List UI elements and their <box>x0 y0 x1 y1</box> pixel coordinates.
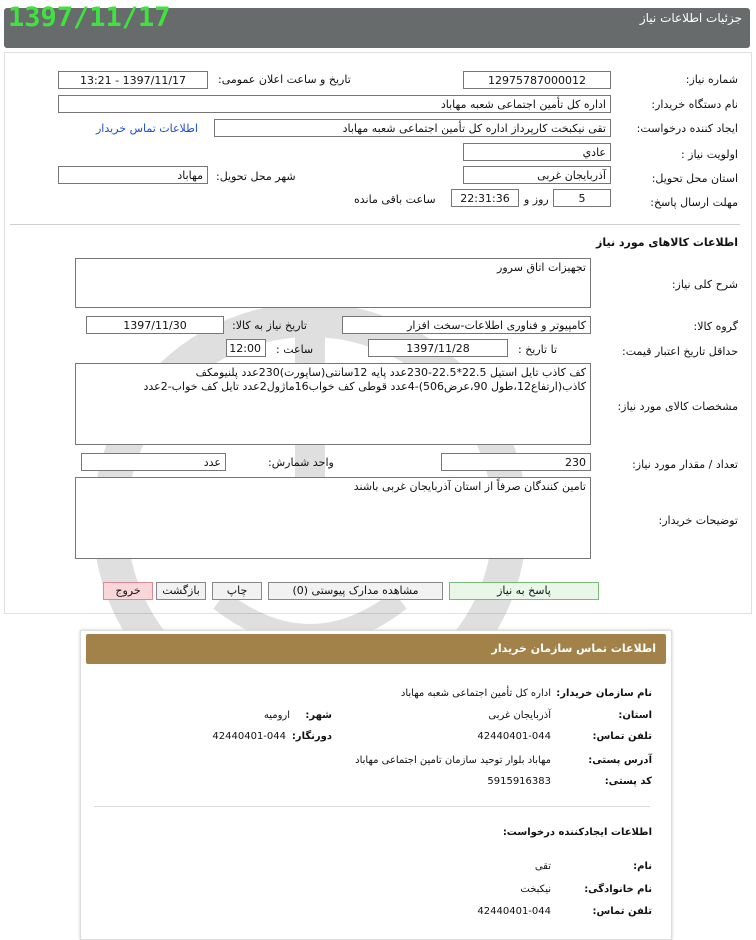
divider <box>10 224 740 225</box>
contact-phone-label: تلفن تماس: <box>592 731 652 742</box>
reply-button[interactable]: پاسخ به نیاز <box>449 582 599 600</box>
contact-address-label: آدرس پستی: <box>588 755 652 766</box>
days-word: روز و <box>524 193 549 206</box>
requester-field: تقی نیکبخت کارپرداز اداره کل تأمین اجتماعی شعبه مهاباد <box>214 119 611 137</box>
contact-org-label: نام سازمان خریدار: <box>556 688 652 699</box>
remaining-word: ساعت باقی مانده <box>354 193 436 206</box>
header-date: 1397/11/17 <box>8 2 171 33</box>
desc-label: شرح کلی نیاز: <box>671 278 738 291</box>
priority-label: اولویت نیاز : <box>680 148 738 161</box>
contact-city-label: شهر: <box>305 710 332 721</box>
back-button[interactable]: بازگشت <box>156 582 206 600</box>
city-label: شهر محل تحویل: <box>216 170 296 183</box>
to-date-label: تا تاریخ : <box>518 343 557 356</box>
creator-name-label: نام: <box>633 861 652 872</box>
announce-label: تاریخ و ساعت اعلان عمومی: <box>218 73 351 86</box>
creator-name: تقی <box>534 861 551 872</box>
spec-field <box>75 363 591 445</box>
buyer-contact-link[interactable]: اطلاعات تماس خریدار <box>96 122 198 135</box>
contact-address: مهاباد بلوار توحید سازمان تامین اجتماعی مهاباد <box>355 755 551 766</box>
creator-phone-label: تلفن تماس: <box>592 906 652 917</box>
contact-panel <box>80 630 672 940</box>
deadline-label: مهلت ارسال پاسخ: <box>650 196 738 209</box>
contact-fax-label: دورنگار: <box>291 731 332 742</box>
need-number-label: شماره نیاز: <box>685 73 738 86</box>
page-title: جزئیات اطلاعات نیاز <box>639 11 742 25</box>
contact-city: ارومیه <box>263 710 290 721</box>
buyer-org-label: نام دستگاه خریدار: <box>651 98 738 111</box>
contact-postal: 5915916383 <box>487 776 551 787</box>
creator-family: نیکبخت <box>520 884 551 895</box>
buyer-desc-field: تامین کنندگان صرفاً از استان آذربایجان غربی باشند <box>75 477 591 559</box>
exit-button[interactable]: خروج <box>103 582 153 600</box>
contact-divider <box>94 806 650 807</box>
attachments-button[interactable]: مشاهده مدارک پیوستی (0) <box>268 582 443 600</box>
creator-family-label: نام خانوادگی: <box>584 884 652 895</box>
contact-fax: 42440401-044 <box>212 731 286 742</box>
unit-field: عدد <box>81 453 226 471</box>
priority-field: عادي <box>463 143 611 161</box>
spec-label: مشخصات کالای مورد نیاز: <box>617 400 738 413</box>
province-label: استان محل تحویل: <box>651 172 738 185</box>
unit-label: واحد شمارش: <box>268 456 334 469</box>
qty-label: تعداد / مقدار مورد نیاز: <box>632 458 738 471</box>
desc-field: تجهیزات اتاق سرور <box>75 258 591 308</box>
announce-field: 1397/11/17 - 13:21 <box>58 71 208 89</box>
min-valid-label: حداقل تاریخ اعتبار قیمت: <box>622 345 738 358</box>
qty-field: 230 <box>441 453 591 471</box>
contact-org: اداره کل تأمین اجتماعی شعبه مهاباد <box>400 688 551 699</box>
buyer-org-field: اداره کل تأمین اجتماعی شعبه مهاباد <box>58 95 611 113</box>
contact-postal-label: کد پستی: <box>604 776 652 787</box>
time-field: 12:00 <box>226 339 266 357</box>
time-label: ساعت : <box>276 343 314 356</box>
buyer-desc-label: توضیحات خریدار: <box>658 514 738 527</box>
spec-line-2: کاذب(ارتفاع12،طول 90،عرض506)-4عدد قوطی کف خواب16ماژول2عدد تایل کف خواب-2عدد <box>143 380 586 393</box>
creator-title: اطلاعات ایجادکننده درخواست: <box>502 827 652 838</box>
deadline-time-field: 22:31:36 <box>451 189 519 207</box>
print-button[interactable]: چاپ <box>212 582 262 600</box>
creator-phone: 42440401-044 <box>477 906 551 917</box>
requester-label: ایجاد کننده درخواست: <box>636 122 738 135</box>
contact-province: آذربایجان غربی <box>488 710 551 721</box>
need-date-label: تاریخ نیاز به کالا: <box>232 319 307 332</box>
group-label: گروه کالا: <box>693 320 738 333</box>
goods-section-title: اطلاعات کالاهای مورد نیاز <box>596 236 738 249</box>
contact-title: اطلاعات تماس سازمان خریدار <box>491 642 656 655</box>
group-field: کامپیوتر و فناوری اطلاعات-سخت افزار <box>342 316 591 334</box>
spec-line-1: کف کاذب تایل استیل 22.5*22.5-230عدد پایه 12سانتی(ساپورت)230عدد پلنیومکف <box>195 366 586 379</box>
contact-phone: 42440401-044 <box>477 731 551 742</box>
contact-province-label: استان: <box>618 710 652 721</box>
province-field: آذربایجان غربی <box>463 166 611 184</box>
need-date-field: 1397/11/30 <box>86 316 224 334</box>
city-field: مهاباد <box>58 166 208 184</box>
deadline-days-field: 5 <box>553 189 611 207</box>
to-date-field: 1397/11/28 <box>368 339 508 357</box>
need-number-field: 12975787000012 <box>463 71 611 89</box>
